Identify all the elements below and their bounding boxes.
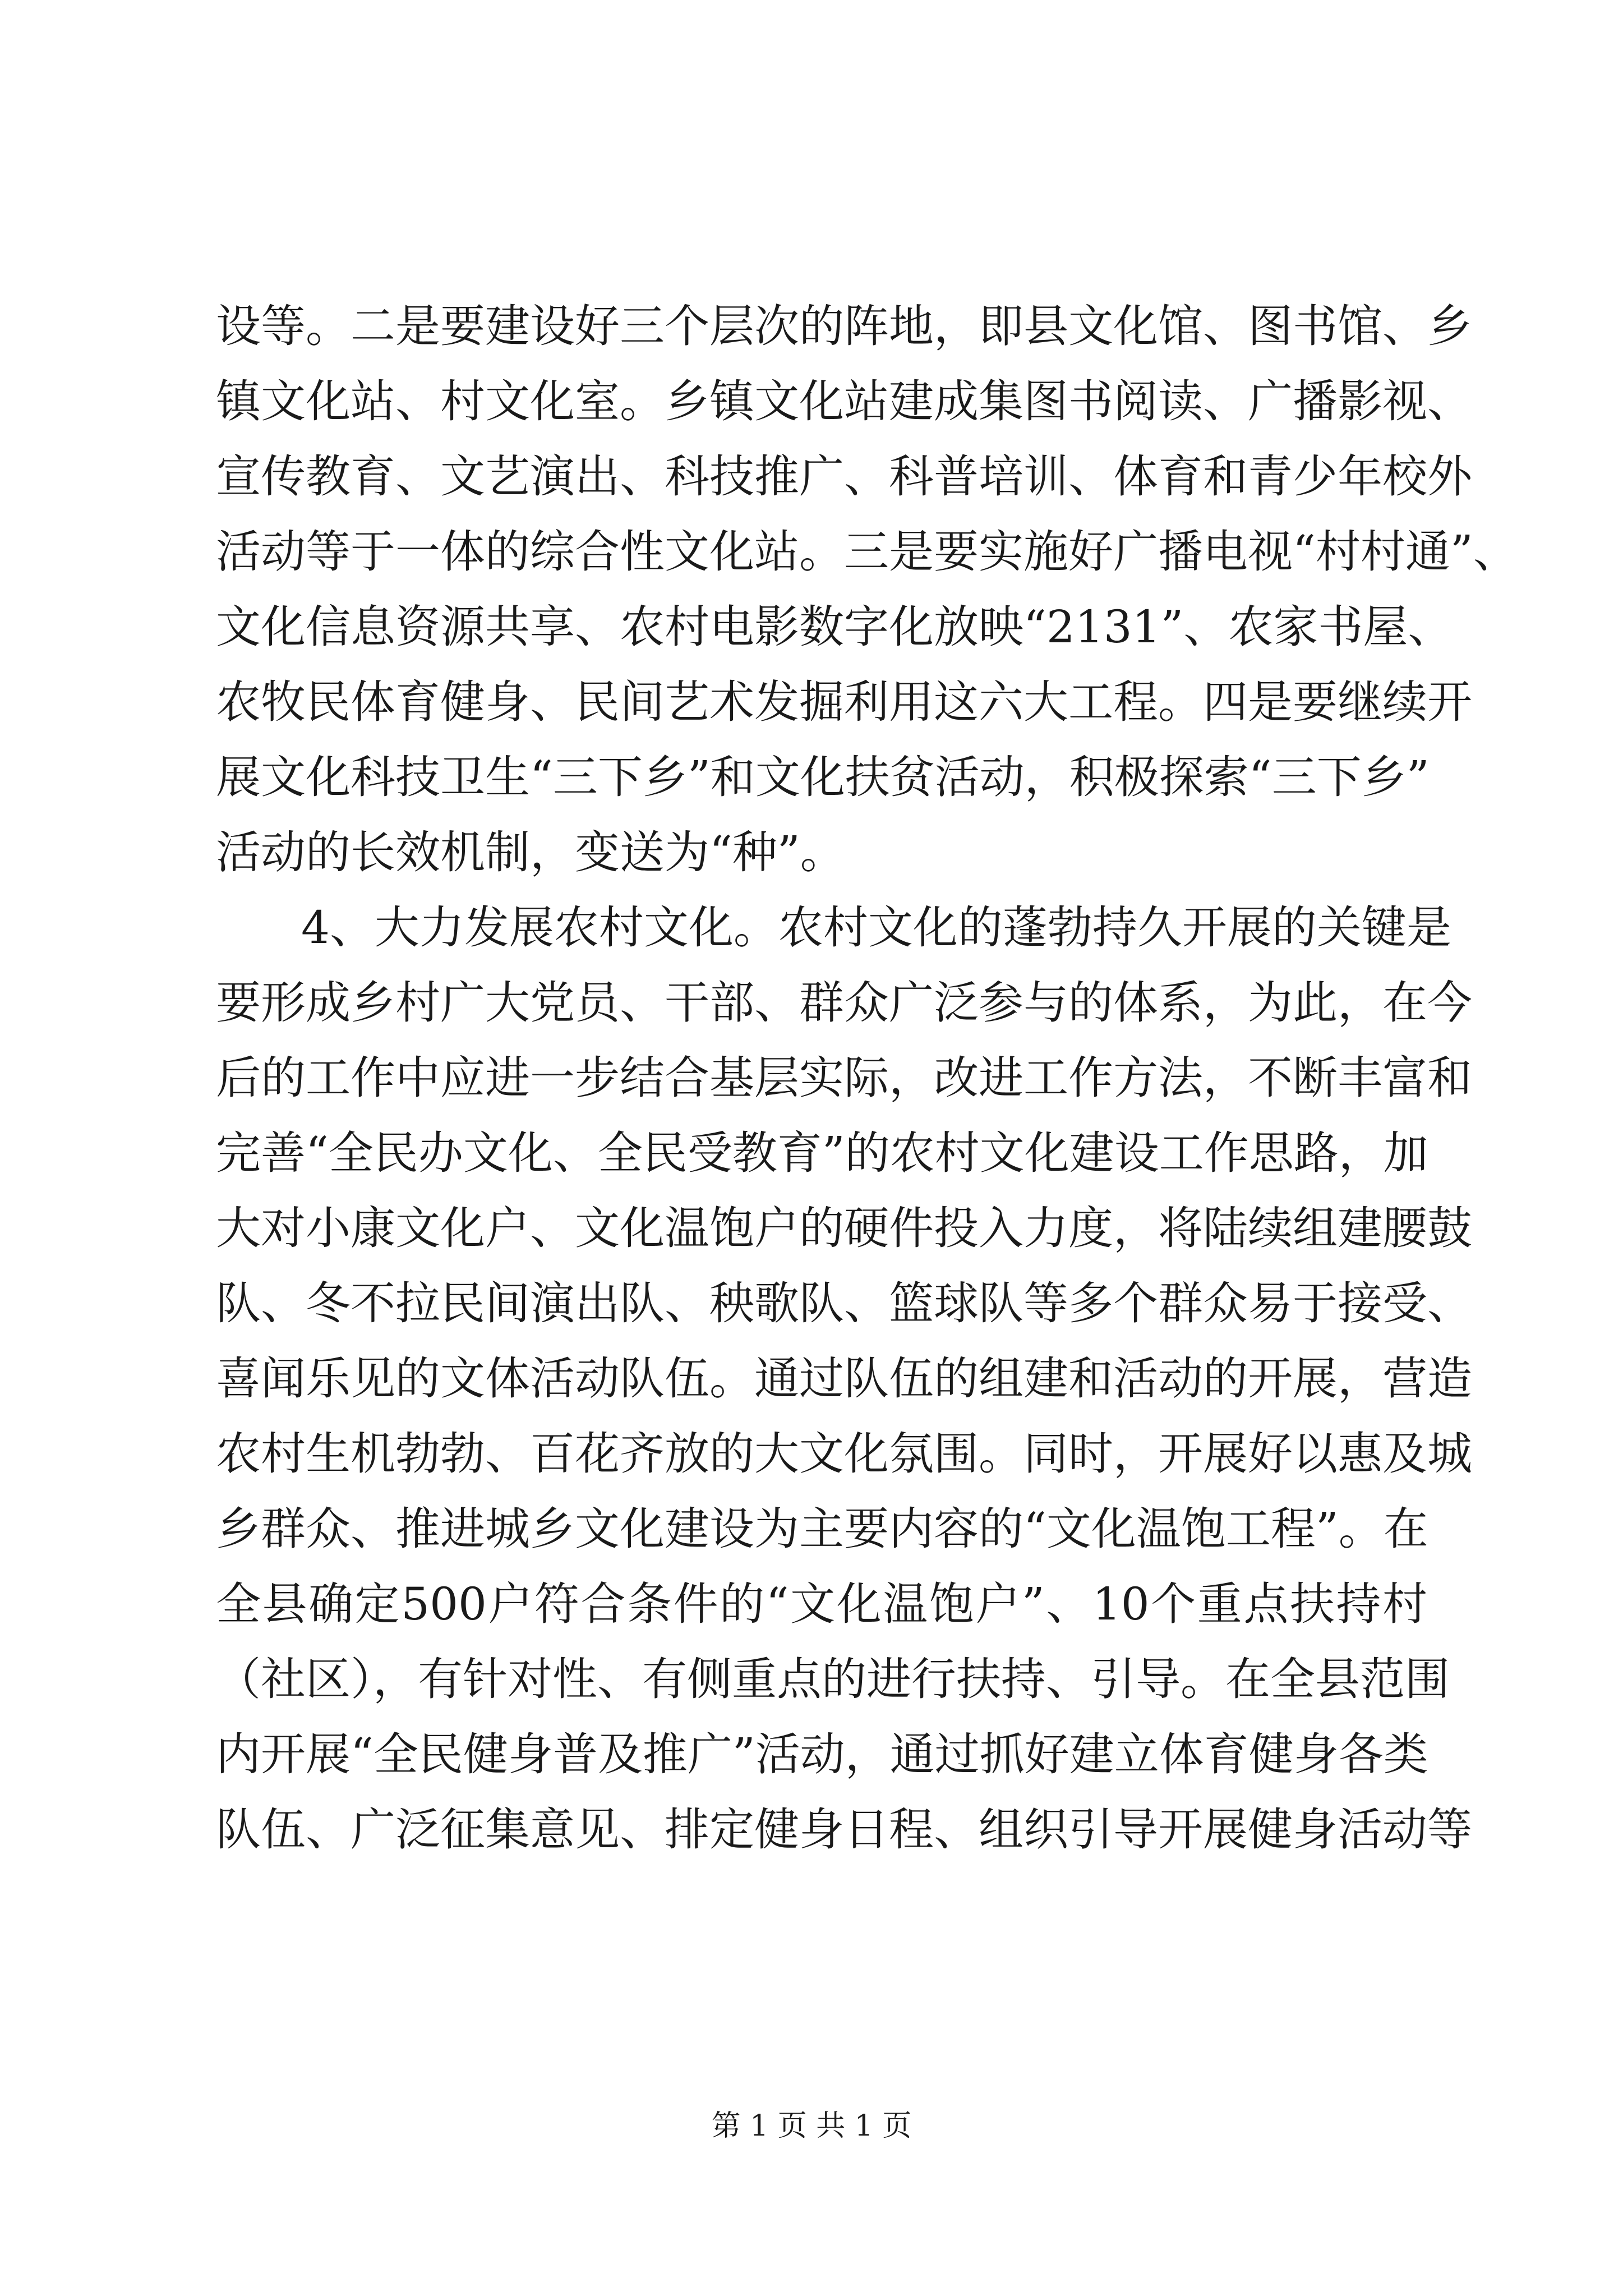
paragraph-2-line-10: 全县确定500户符合条件的“文化温饱户”、10个重点扶持村 (216, 1578, 1427, 1630)
paragraph-1-line-3: 宣传教育、文艺演出、科技推广、科普培训、体育和青少年校外 (216, 450, 1472, 503)
paragraph-2-line-11: （社区），有针对性、有侧重点的进行扶持、引导。在全县范围 (216, 1653, 1450, 1705)
paragraph-2-line-8: 农村生机勃勃、百花齐放的大文化氛围。同时，开展好以惠及城 (216, 1428, 1472, 1480)
paragraph-1-line-2: 镇文化站、村文化室。乡镇文化站建成集图书阅读、广播影视、 (216, 375, 1472, 427)
document-body (216, 289, 1518, 1867)
paragraph-2-line-1: 4、大力发展农村文化。农村文化的蓬勃持久开展的关键是 (301, 901, 1451, 954)
page-number-footer: 第 1 页 共 1 页 (711, 2109, 912, 2143)
paragraph-1-line-5: 文化信息资源共享、农村电影数字化放映“2131”、农家书屋、 (216, 601, 1453, 653)
paragraph-1-line-7: 展文化科技卫生“三下乡”和文化扶贫活动，积极探索“三下乡” (216, 751, 1430, 803)
paragraph-2-line-3: 后的工作中应进一步结合基层实际，改进工作方法，不断丰富和 (216, 1052, 1472, 1104)
paragraph-2-line-13: 队伍、广泛征集意见、排定健身日程、组织引导开展健身活动等 (216, 1803, 1472, 1856)
paragraph-2-line-9: 乡群众、推进城乡文化建设为主要内容的“文化温饱工程”。在 (216, 1503, 1428, 1555)
paragraph-1-line-8: 活动的长效机制，变送为“种”。 (216, 826, 845, 878)
paragraph-1-line-6: 农牧民体育健身、民间艺术发掘利用这六大工程。四是要继续开 (216, 676, 1472, 728)
paragraph-2-line-12: 内开展“全民健身普及推广”活动，通过抓好建立体育健身各类 (216, 1728, 1428, 1780)
paragraph-1-line-4: 活动等于一体的综合性文化站。三是要实施好广播电视“村村通”、 (216, 526, 1518, 578)
paragraph-2-line-7: 喜闻乐见的文体活动队伍。通过队伍的组建和活动的开展，营造 (216, 1352, 1472, 1405)
paragraph-2-line-4: 完善“全民办文化、全民受教育”的农村文化建设工作思路，加 (216, 1127, 1428, 1179)
paragraph-1-line-1: 设等。二是要建设好三个层次的阵地，即县文化馆、图书馆、乡 (216, 300, 1472, 352)
paragraph-2-line-5: 大对小康文化户、文化温饱户的硬件投入力度，将陆续组建腰鼓 (216, 1202, 1472, 1254)
paragraph-2-line-2: 要形成乡村广大党员、干部、群众广泛参与的体系，为此，在今 (216, 977, 1472, 1029)
paragraph-2-line-6: 队、冬不拉民间演出队、秧歌队、篮球队等多个群众易于接受、 (216, 1277, 1472, 1329)
